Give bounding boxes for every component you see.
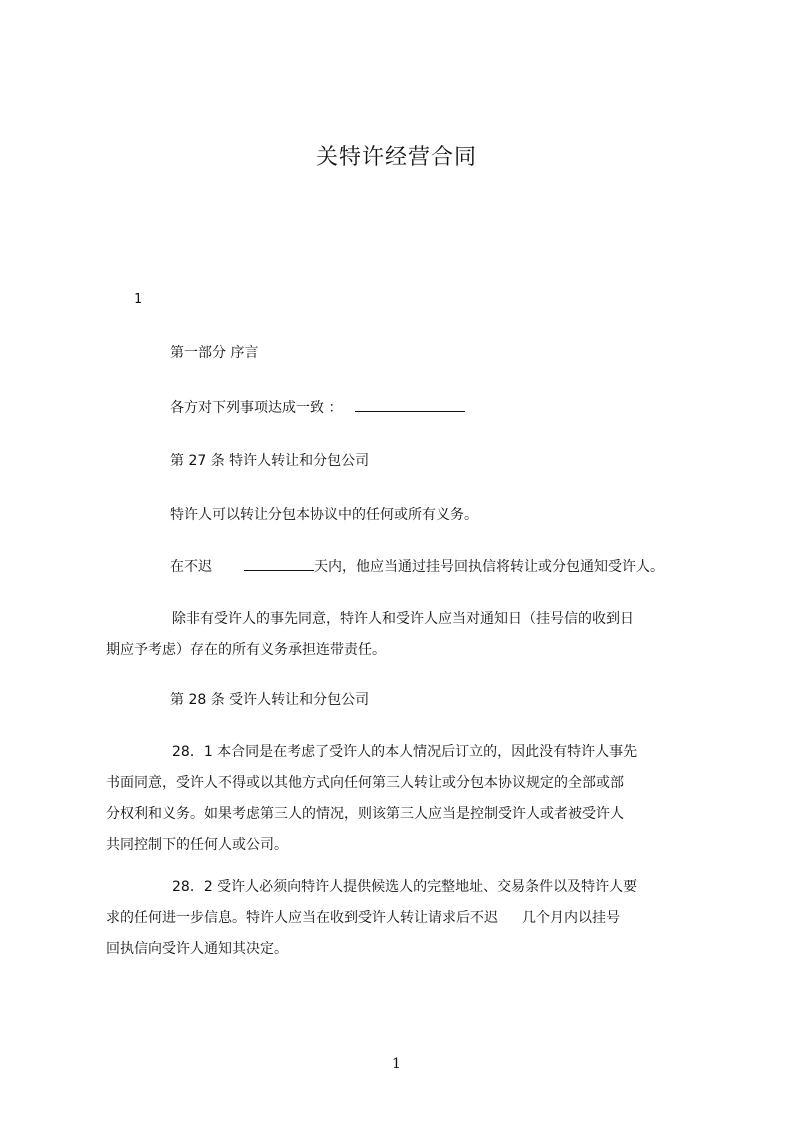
article-27-p3-line-2: 期应予考虑）存在的所有义务承担连带责任。 [106,642,386,658]
article-27-p3-line-1: 除非有受许人的事先同意，特许人和受许人应当对通知日（挂号信的收到日 [172,611,634,627]
clause-28-2-line-2-after: 几个月内以挂号 [522,910,620,926]
clause-28-2-line-1: 28．2 受许人必须向特许人提供候选人的完整地址、交易条件以及特许人要 [172,879,638,895]
part-heading: 第一部分 序言 [170,345,259,361]
clause-28-2 [106,872,706,965]
clause-28-1-line-3: 分权利和义务。如果考虑第三人的情况，则该第三人应当是控制受许人或者被受许人 [106,806,624,822]
article-27-heading: 第 27 条 特许人转让和分包公司 [170,453,370,469]
clause-28-1-line-1: 28．1 本合同是在考虑了受许人的本人情况后订立的，因此没有特许人事先 [172,744,638,760]
article-27-paragraph-3 [106,604,706,666]
days-blank [244,555,314,571]
clause-28-2-line-3: 回执信向受许人通知其决定。 [106,941,288,957]
article-27-paragraph-2 [170,552,664,583]
clause-28-1-line-4: 共同控制下的任何人或公司。 [106,837,288,853]
document-title: 关特许经营合同 [315,145,477,170]
agreement-intro-text: 各方对下列事项达成一致 ： [170,400,343,416]
article-28-heading: 第 28 条 受许人转让和分包公司 [170,692,370,708]
clause-28-2-line-2-before: 求的任何进一步信息。特许人应当在收到受许人转让请求后不迟 [106,910,498,926]
agreement-blank [355,396,465,412]
clause-28-1 [106,737,706,861]
article-27-p2-before: 在不迟 [170,559,212,575]
agreement-intro-line [170,393,465,424]
section-marker: 1 [134,292,142,307]
article-27-paragraph-1: 特许人可以转让分包本协议中的任何或所有义务。 [170,507,478,523]
article-27-p2-after: 天内，他应当通过挂号回执信将转让或分包通知受许人。 [314,559,664,575]
clause-28-1-line-2: 书面同意，受许人不得或以其他方式向任何第三人转让或分包本协议规定的全部或部 [106,775,624,791]
clause-28-2-line-2 [106,903,706,934]
page-number: 1 [392,1056,401,1072]
